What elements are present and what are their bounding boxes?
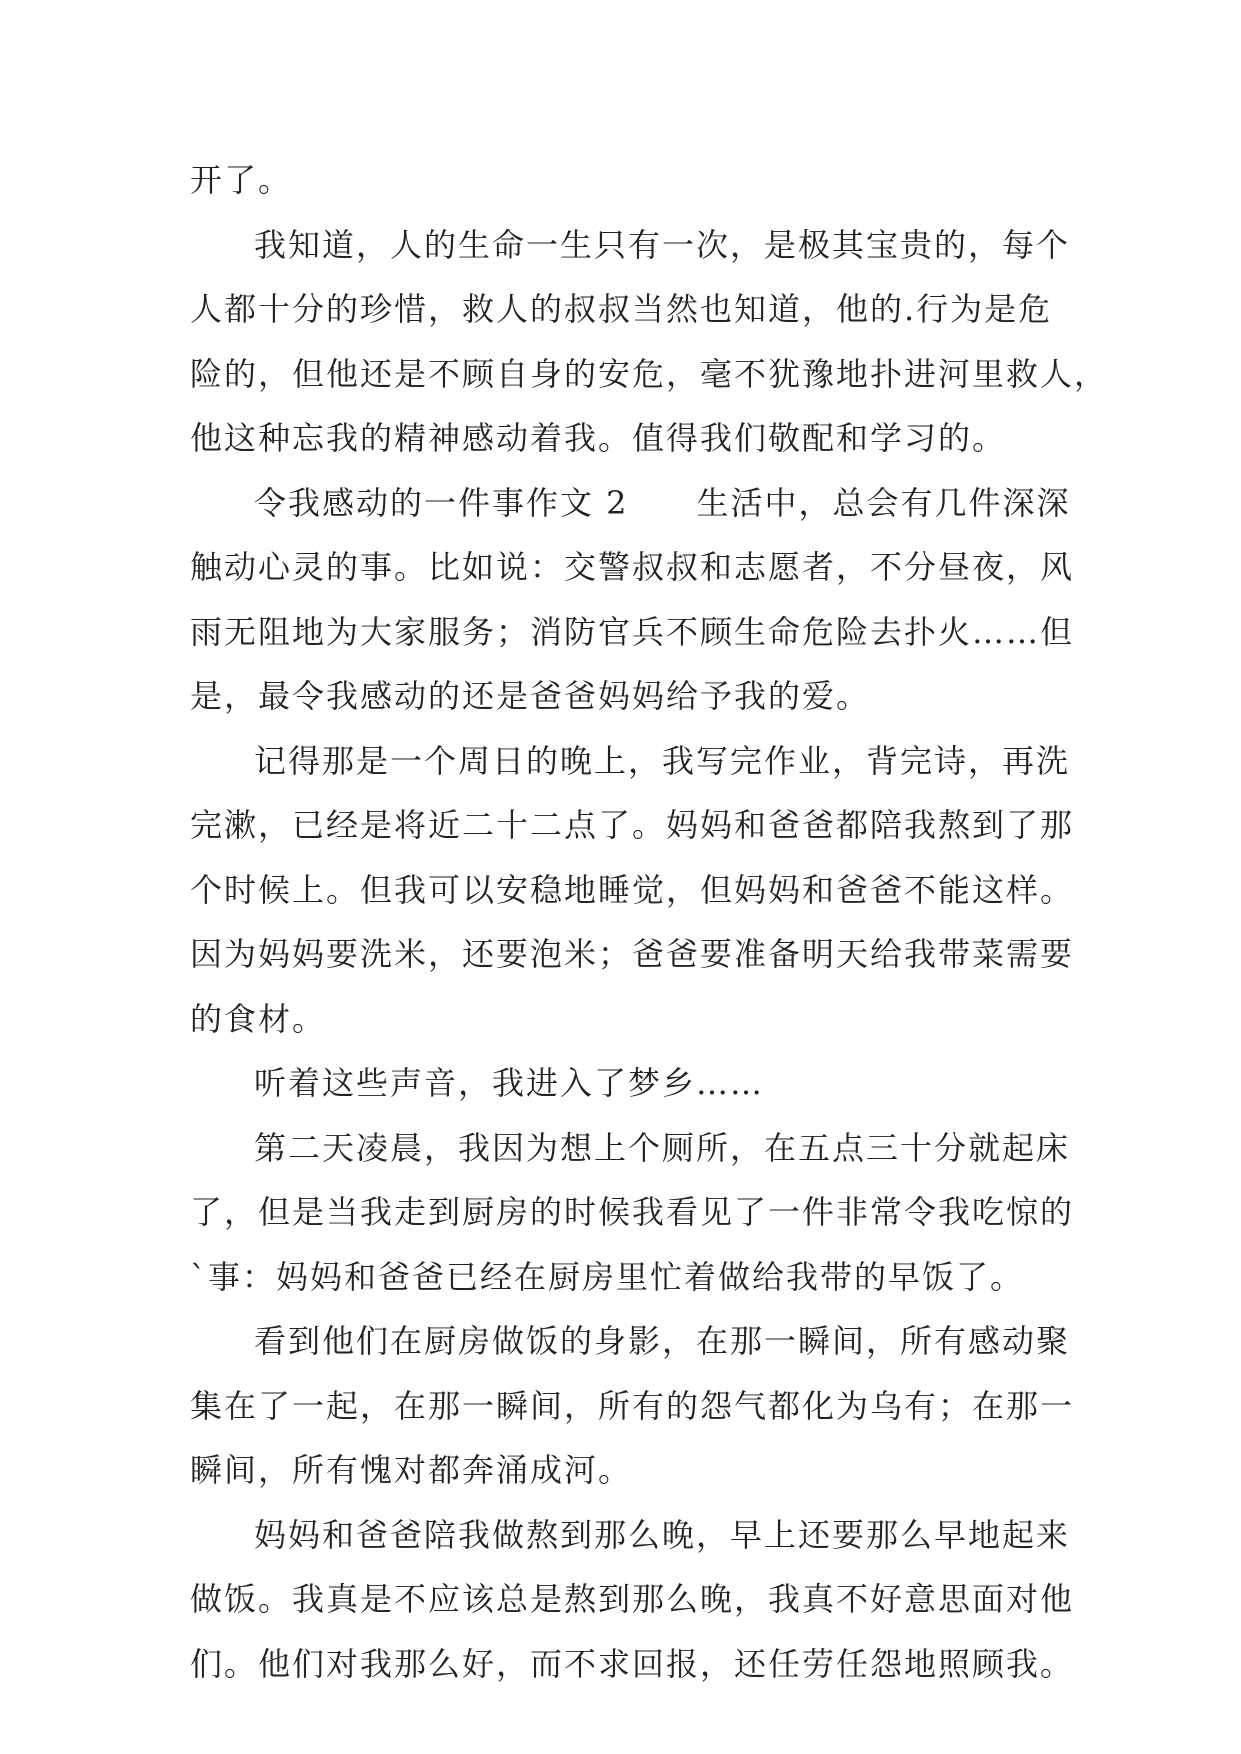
text-line: 做饭。我真是不应该总是熬到那么晚，我真不好意思面对他 — [190, 1580, 1075, 1618]
text-line: 完漱，已经是将近二十二点了。妈妈和爸爸都陪我熬到了那 — [190, 806, 1075, 844]
text-line: 个时候上。但我可以安稳地睡觉，但妈妈和爸爸不能这样。 — [190, 870, 1075, 909]
paragraph-start-line: 记得那是一个周日的晚上，我写完作业，背完诗，再洗 — [254, 741, 1071, 780]
paragraph-start-line: 妈妈和爸爸陪我做熬到那么晚，早上还要那么早地起来 — [254, 1515, 1071, 1554]
text-line: 瞬间，所有愧对都奔涌成河。 — [190, 1451, 633, 1489]
text-line: 的食材。 — [190, 999, 327, 1038]
text-line: 们。他们对我那么好，而不求回报，还任劳任怨地照顾我。 — [190, 1644, 1075, 1683]
text-line: 他这种忘我的精神感动着我。值得我们敬配和学习的。 — [190, 419, 1007, 457]
paragraph-start-line: 看到他们在厨房做饭的身影，在那一瞬间，所有感动聚 — [254, 1322, 1071, 1360]
text-line: 了，但是当我走到厨房的时候我看见了一件非常令我吃惊的 — [190, 1193, 1075, 1231]
paragraph-start-line: 我知道，人的生命一生只有一次，是极其宝贵的，每个 — [254, 225, 1071, 264]
text-line: 开了。 — [190, 161, 293, 199]
text-line: 险的，但他还是不顾自身的安危，毫不犹豫地扑进河里救人， — [190, 354, 1109, 393]
text-line: 触动心灵的事。比如说：交警叔叔和志愿者，不分昼夜，风 — [190, 548, 1075, 586]
paragraph-start-line: 听着这些声音，我进入了梦乡…… — [254, 1064, 765, 1102]
text-line: 因为妈妈要洗米，还要泡米；爸爸要准备明天给我带菜需要 — [190, 935, 1075, 973]
text-line: 是，最令我感动的还是爸爸妈妈给予我的爱。 — [190, 677, 871, 715]
text-line: 雨无阻地为大家服务；消防官兵不顾生命危险去扑火……但 — [190, 612, 1075, 651]
essay-title-line: 令我感动的一件事作文 2 生活中，总会有几件深深 — [254, 483, 1071, 522]
text-line: 人都十分的珍惜，救人的叔叔当然也知道，他的.行为是危 — [190, 290, 1053, 328]
paragraph-start-line: 第二天凌晨，我因为想上个厕所，在五点三十分就起床 — [254, 1128, 1071, 1167]
text-line: 集在了一起，在那一瞬间，所有的怨气都化为乌有；在那一 — [190, 1386, 1075, 1425]
text-line: `事：妈妈和爸爸已经在厨房里忙着做给我带的早饭了。 — [190, 1257, 1025, 1296]
document-page — [190, 148, 1109, 1696]
